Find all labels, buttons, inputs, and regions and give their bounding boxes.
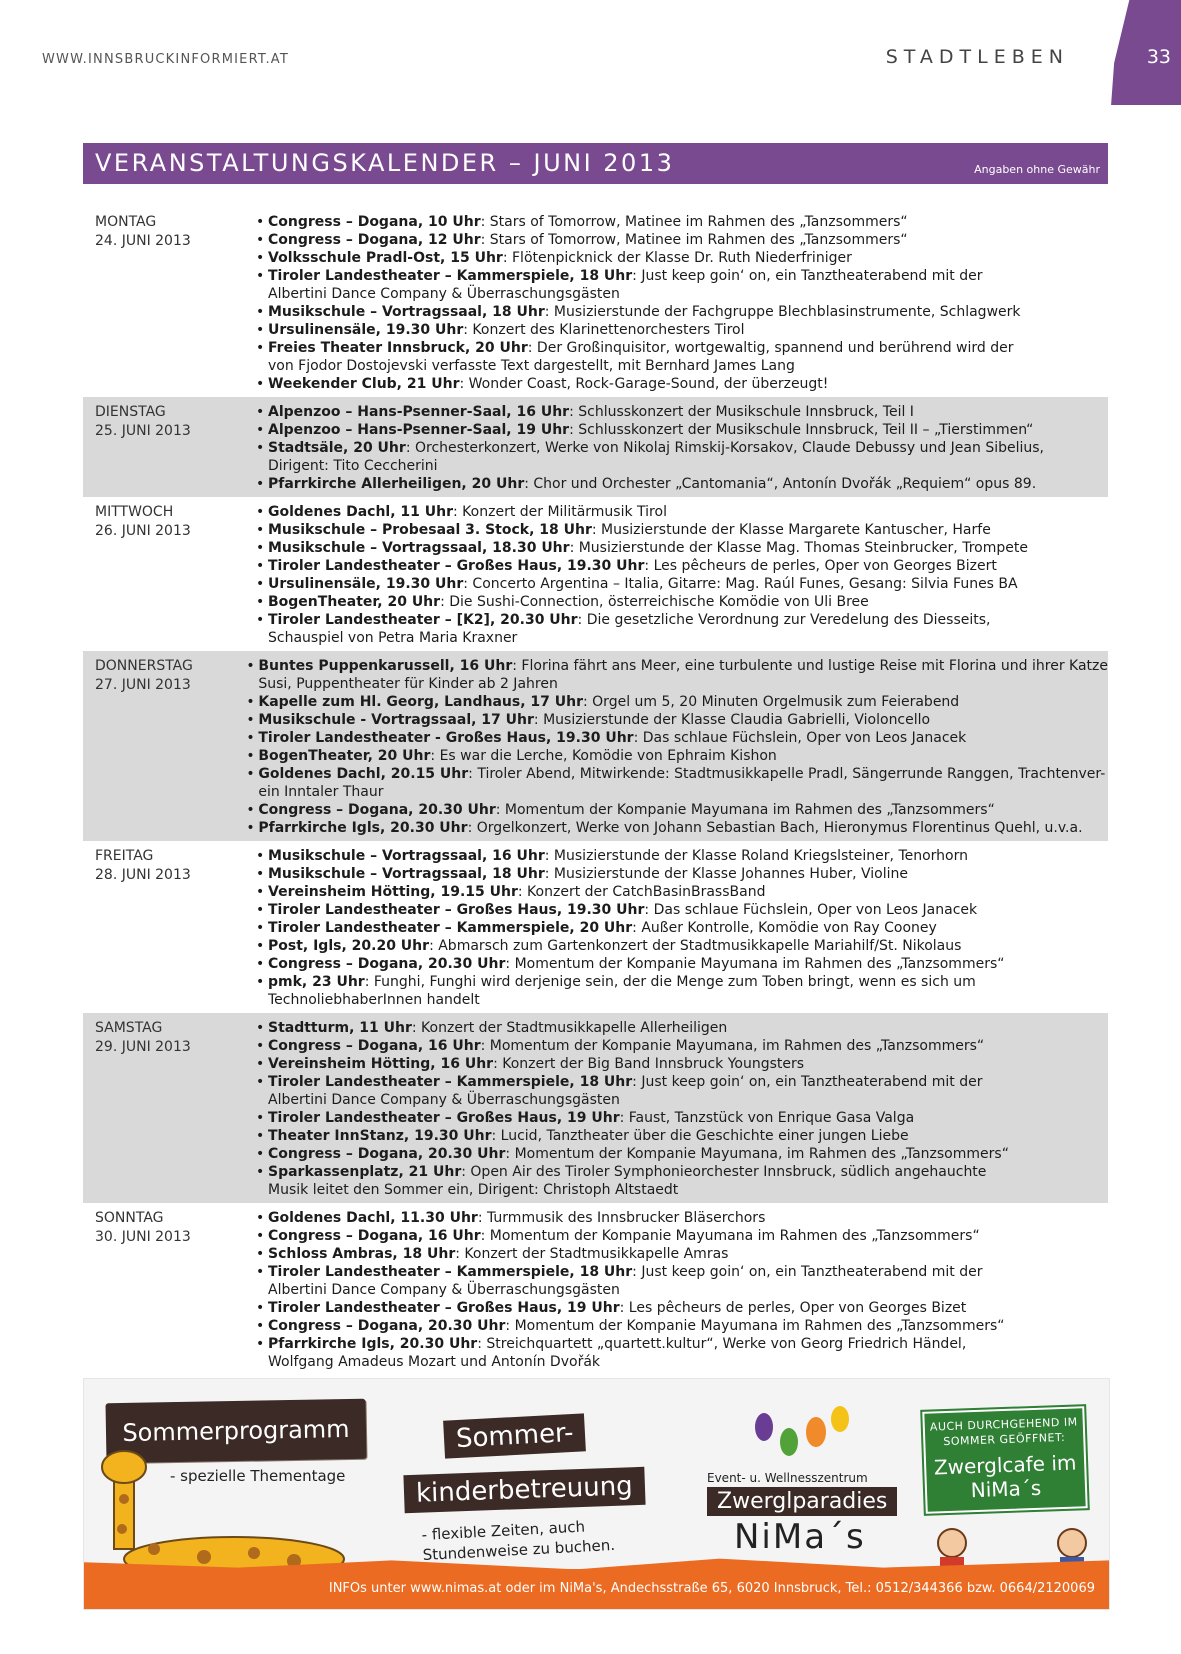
event-description: : Abmarsch zum Gartenkonzert der Stadtmusikkapelle Mariahilf/St. Nikolaus [429,938,962,954]
ad-event-label: Event- u. Wellnesszentrum [707,1471,868,1485]
event-list [245,657,1108,837]
event-item [245,711,1108,729]
event-item [255,303,1108,321]
ad-zwerglparadies: Zwerglparadies [707,1487,897,1516]
event-item [255,231,1108,249]
event-item [255,521,1108,539]
event-description: : Außer Kontrolle, Komödie von Ray Cooney [632,920,937,936]
event-item [245,747,1108,765]
event-description: : Orgelkonzert, Werke von Johann Sebastian Bach, Hieronymus Florentinus Quehl, u.v.a. [467,820,1083,836]
event-description: : Konzert des Klarinettenorchesters Tirol [463,322,745,338]
event-venue: Congress – Dogana, 12 Uhr [268,232,481,248]
section-label: STADTLEBEN [885,46,1069,68]
event-venue: Congress – Dogana, 20.30 Uhr [268,1318,506,1334]
weekday: MITTWOCH [95,504,174,520]
event-item [255,475,1108,493]
event-item [245,765,1108,801]
event-venue: Tiroler Landestheater – Großes Haus, 19.30 Uhr [268,558,645,574]
event-venue: Tiroler Landestheater – Großes Haus, 19.30 Uhr [268,902,645,918]
event-item [255,1209,1108,1227]
event-description: : Musizierstunde der Klasse Mag. Thomas Steinbrucker, Trompete [569,540,1028,556]
ad-kinder-line1: Sommer- [443,1413,586,1458]
page-number: 33 [1146,46,1171,68]
date: 29. JUNI 2013 [95,1039,191,1055]
event-description: : Florina fährt ans Meer, eine turbulente und lustige Reise mit Florina und ihrer Katze [512,658,1108,674]
event-venue: Vereinsheim Hötting, 19.15 Uhr [268,884,518,900]
event-venue: Buntes Puppenkarussell, 16 Uhr [258,658,513,674]
event-description: : Momentum der Kompanie Mayumana im Rahmen des „Tanzsommers“ [495,802,995,818]
event-item [255,937,1108,955]
event-description: : Funghi, Funghi wird derjenige sein, der die Menge zum Toben bringt, wenn es sich um [364,974,976,990]
ad-zwerglcafe-sign [922,1406,1087,1514]
event-description-continued: TechnoliebhaberInnen handelt [268,992,480,1008]
event-calendar [83,207,1108,1375]
event-venue: Post, Igls, 20.20 Uhr [268,938,430,954]
event-item [255,1163,1108,1199]
event-item [255,1227,1108,1245]
event-item [255,1145,1108,1163]
event-item [255,557,1108,575]
day-block [83,207,1108,397]
footprints-logo [744,1397,854,1467]
day-block [83,397,1108,497]
ad-open-label: AUCH DURCHGEHEND IM SOMMER GEÖFFNET: [929,1415,1078,1449]
event-item [255,1019,1108,1037]
event-item [255,1335,1108,1371]
event-item [255,575,1108,593]
event-description: : Es war die Lerche, Komödie von Ephraim Kishon [430,748,777,764]
event-venue: Musikschule - Vortragssaal, 17 Uhr [258,712,534,728]
event-description: : Stars of Tomorrow, Matinee im Rahmen des „Tanzsommers“ [480,214,908,230]
event-venue: Musikschule – Vortragssaal, 16 Uhr [268,848,545,864]
event-description: : Konzert der Big Band Innsbruck Youngsters [493,1056,805,1072]
event-item [255,1037,1108,1055]
event-venue: Sparkassenplatz, 21 Uhr [268,1164,462,1180]
event-description: : Schlusskonzert der Musikschule Innsbruck, Teil I [569,404,914,420]
event-venue: pmk, 23 Uhr [268,974,365,990]
event-venue: Congress – Dogana, 10 Uhr [268,214,481,230]
event-venue: Tiroler Landestheater – Kammerspiele, 20 Uhr [268,920,633,936]
event-venue: Tiroler Landestheater – Großes Haus, 19 Uhr [268,1300,620,1316]
event-venue: Tiroler Landestheater – Kammerspiele, 18 Uhr [268,1264,633,1280]
event-list [255,213,1108,393]
event-item [255,375,1108,393]
event-item [255,901,1108,919]
event-venue: Tiroler Landestheater – [K2], 20.30 Uhr [268,612,578,628]
event-description: : Die gesetzliche Verordnung zur Veredelung des Diesseits, [577,612,991,628]
event-item [255,1317,1108,1335]
event-item [255,1299,1108,1317]
day-label [83,403,255,493]
event-description: : Orchesterkonzert, Werke von Nikolaj Rimskij-Korsakov, Claude Debussy und Jean Sibelius, [405,440,1044,456]
event-item [255,1127,1108,1145]
event-item [255,593,1108,611]
event-description: : Momentum der Kompanie Mayumana im Rahmen des „Tanzsommers“ [480,1228,980,1244]
ad-nima-logo: NiMa´s [734,1517,866,1557]
event-venue: Schloss Ambras, 18 Uhr [268,1246,456,1262]
day-block [83,1203,1108,1375]
weekday: SONNTAG [95,1210,164,1226]
event-description-continued: Wolfgang Amadeus Mozart und Antonín Dvořák [268,1354,601,1370]
event-item [255,503,1108,521]
event-venue: Tiroler Landestheater – Großes Haus, 19 Uhr [268,1110,620,1126]
event-description: : Just keep goin‘ on, ein Tanztheaterabend mit der [632,1264,983,1280]
event-venue: Vereinsheim Hötting, 16 Uhr [268,1056,494,1072]
event-description-continued: Musik leitet den Sommer ein, Dirigent: Christoph Altstaedt [268,1182,679,1198]
event-description: : Just keep goin‘ on, ein Tanztheaterabend mit der [632,268,983,284]
event-venue: Alpenzoo – Hans-Psenner-Saal, 19 Uhr [268,422,570,438]
event-venue: Congress – Dogana, 20.30 Uhr [268,956,506,972]
weekday: DONNERSTAG [95,658,193,674]
event-description: : Open Air des Tiroler Symphonieorchester Innsbruck, südlich angehauchte [461,1164,987,1180]
day-label [83,847,255,1009]
event-venue: Congress – Dogana, 20.30 Uhr [258,802,496,818]
event-item [255,267,1108,303]
event-item [255,213,1108,231]
event-description-continued: Schauspiel von Petra Maria Kraxner [268,630,518,646]
event-description: : Les pêcheurs de perles, Oper von Georges Bizet [619,1300,967,1316]
event-venue: Goldenes Dachl, 11.30 Uhr [268,1210,478,1226]
date: 28. JUNI 2013 [95,867,191,883]
site-url: WWW.INNSBRUCKINFORMIERT.AT [42,52,290,67]
calendar-banner [83,143,1108,184]
event-item [255,421,1108,439]
event-description: : Konzert der Stadtmusikkapelle Allerheiligen [411,1020,728,1036]
event-description: : Wonder Coast, Rock-Garage-Sound, der überzeugt! [459,376,829,392]
day-block [83,497,1108,651]
event-venue: Congress – Dogana, 20.30 Uhr [268,1146,506,1162]
event-item [255,919,1108,937]
event-description: : Concerto Argentina – Italia, Gitarre: Mag. Raúl Funes, Gesang: Silvia Funes BA [463,576,1018,592]
event-description: : Just keep goin‘ on, ein Tanztheaterabend mit der [632,1074,983,1090]
event-venue: Musikschule – Vortragssaal, 18 Uhr [268,304,545,320]
ad-sommerprogramm-sign: Sommerprogramm [105,1399,366,1464]
event-venue: Ursulinensäle, 19.30 Uhr [268,322,464,338]
event-list [255,1209,1108,1371]
event-description: : Momentum der Kompanie Mayumana im Rahmen des „Tanzsommers“ [505,1318,1005,1334]
event-description: : Stars of Tomorrow, Matinee im Rahmen des „Tanzsommers“ [480,232,908,248]
event-item [255,539,1108,557]
event-description: : Momentum der Kompanie Mayumana, im Rahmen des „Tanzsommers“ [505,1146,1009,1162]
event-description: : Konzert der CatchBasinBrassBand [517,884,766,900]
event-item [245,693,1108,711]
ad-cafe-label: Zwerglcafe im NiMa´s [933,1450,1077,1503]
event-item [245,729,1108,747]
event-venue: Tiroler Landestheater – Kammerspiele, 18 Uhr [268,1074,633,1090]
nimas-advertisement [83,1378,1110,1610]
weekday: SAMSTAG [95,1020,163,1036]
day-label [83,503,255,647]
day-block [83,651,1108,841]
event-description: : Konzert der Militärmusik Tirol [453,504,667,520]
event-description-continued: Dirigent: Tito Ceccherini [268,458,438,474]
weekday: MONTAG [95,214,157,230]
event-venue: Ursulinensäle, 19.30 Uhr [268,576,464,592]
event-venue: Musikschule – Vortragssaal, 18 Uhr [268,866,545,882]
event-description: : Das schlaue Füchslein, Oper von Leos Janacek [633,730,967,746]
event-item [255,883,1108,901]
event-venue: Weekender Club, 21 Uhr [268,376,460,392]
event-item [255,1109,1108,1127]
event-item [255,1073,1108,1109]
event-venue: Musikschule – Vortragssaal, 18.30 Uhr [268,540,570,556]
day-block [83,841,1108,1013]
date: 30. JUNI 2013 [95,1229,191,1245]
event-description: : Musizierstunde der Klasse Claudia Gabrielli, Violoncello [533,712,931,728]
event-item [255,1245,1108,1263]
event-description: : Momentum der Kompanie Mayumana, im Rahmen des „Tanzsommers“ [480,1038,985,1054]
event-description-continued: von Fjodor Dostojevski verfasste Text dargestellt, mit Bernhard James Lang [268,358,795,374]
disclaimer-note: Angaben ohne Gewähr [974,163,1100,176]
event-venue: Volksschule Pradl-Ost, 15 Uhr [268,250,503,266]
weekday: DIENSTAG [95,404,166,420]
event-description-continued: Albertini Dance Company & Überraschungsgästen [268,1282,620,1298]
date: 26. JUNI 2013 [95,523,191,539]
event-item [255,955,1108,973]
event-description: : Tiroler Abend, Mitwirkende: Stadtmusikkapelle Pradl, Sängerrunde Ranggen, Trachtenver- [468,766,1106,782]
event-venue: Freies Theater Innsbruck, 20 Uhr [268,340,528,356]
day-label [83,1209,255,1371]
event-item [255,439,1108,475]
event-item [255,611,1108,647]
ad-thementage-text: - spezielle Thementage [170,1467,346,1485]
date: 25. JUNI 2013 [95,423,191,439]
event-venue: Pfarrkirche Igls, 20.30 Uhr [258,820,468,836]
event-description: : Konzert der Stadtmusikkapelle Amras [455,1246,729,1262]
event-venue: Pfarrkirche Allerheiligen, 20 Uhr [268,476,525,492]
event-venue: Alpenzoo – Hans-Psenner-Saal, 16 Uhr [268,404,570,420]
event-item [255,339,1108,375]
day-label [83,213,255,393]
day-label [83,1019,255,1199]
event-venue: Musikschule – Probesaal 3. Stock, 18 Uhr [268,522,592,538]
event-description: : Turmmusik des Innsbrucker Bläserchors [477,1210,766,1226]
event-description: : Orgel um 5, 20 Minuten Orgelmusik zum Feierabend [583,694,960,710]
event-description: : Der Großinquisitor, wortgewaltig, spannend und berührend wird der [527,340,1014,356]
event-venue: BogenTheater, 20 Uhr [258,748,431,764]
event-item [255,403,1108,421]
event-venue: BogenTheater, 20 Uhr [268,594,441,610]
event-venue: Stadtsäle, 20 Uhr [268,440,406,456]
event-description-continued: Albertini Dance Company & Überraschungsgästen [268,286,620,302]
event-venue: Goldenes Dachl, 11 Uhr [268,504,454,520]
event-venue: Tiroler Landestheater - Großes Haus, 19.30 Uhr [258,730,634,746]
event-venue: Congress – Dogana, 16 Uhr [268,1038,481,1054]
event-item [255,1263,1108,1299]
event-item [255,1055,1108,1073]
calendar-title: VERANSTALTUNGSKALENDER – JUNI 2013 [95,149,675,177]
event-item [245,801,1108,819]
event-venue: Theater InnStanz, 19.30 Uhr [268,1128,492,1144]
ad-info-footer: INFOs unter www.nimas.at oder im NiMa's, Andechsstraße 65, 6020 Innsbruck, Tel.: 0512/344366 bzw. 0664/2120069 [84,1569,1109,1609]
event-description: : Musizierstunde der Klasse Johannes Huber, Violine [544,866,908,882]
ad-flexible-text: - flexible Zeiten, auch Stundenweise zu buchen. [421,1517,616,1564]
date: 27. JUNI 2013 [95,677,191,693]
event-venue: Pfarrkirche Igls, 20.30 Uhr [268,1336,478,1352]
event-item [255,249,1108,267]
event-description: : Les pêcheurs de perles, Oper von Georges Bizert [644,558,997,574]
event-item [255,865,1108,883]
event-venue: Goldenes Dachl, 20.15 Uhr [258,766,469,782]
event-description: : Streichquartett „quartett.kultur“, Werke von Georg Friedrich Händel, [477,1336,967,1352]
event-description: : Musizierstunde der Klasse Roland Kriegslsteiner, Tenorhorn [544,848,968,864]
day-block [83,1013,1108,1203]
event-description: : Chor und Orchester „Cantomania“, Antonín Dvořák „Requiem“ opus 89. [524,476,1037,492]
event-list [255,1019,1108,1199]
event-description: : Musizierstunde der Klasse Margarete Kantuscher, Harfe [591,522,991,538]
event-venue: Tiroler Landestheater – Kammerspiele, 18 Uhr [268,268,633,284]
event-description-continued: ein Inntaler Thaur [258,784,384,800]
event-venue: Stadtturm, 11 Uhr [268,1020,412,1036]
event-description: : Flötenpicknick der Klasse Dr. Ruth Niederfriniger [502,250,852,266]
event-description: : Faust, Tanzstück von Enrique Gasa Valga [619,1110,915,1126]
event-description-continued: Albertini Dance Company & Überraschungsgästen [268,1092,620,1108]
event-description: : Schlusskonzert der Musikschule Innsbruck, Teil II – „Tierstimmen“ [569,422,1034,438]
event-list [255,847,1108,1009]
day-label [83,657,245,837]
event-item [245,657,1108,693]
event-item [255,973,1108,1009]
event-item [255,847,1108,865]
event-list [255,503,1108,647]
event-description: : Momentum der Kompanie Mayumana im Rahmen des „Tanzsommers“ [505,956,1005,972]
event-description: : Die Sushi-Connection, österreichische Komödie von Uli Bree [440,594,869,610]
event-venue: Kapelle zum Hl. Georg, Landhaus, 17 Uhr [258,694,583,710]
event-description: : Musizierstunde der Fachgruppe Blechblasinstrumente, Schlagwerk [544,304,1021,320]
date: 24. JUNI 2013 [95,233,191,249]
event-description: : Lucid, Tanztheater über die Geschichte einer jungen Liebe [491,1128,909,1144]
event-description: : Das schlaue Füchslein, Oper von Leos Janacek [644,902,978,918]
event-description-continued: Susi, Puppentheater für Kinder ab 2 Jahren [258,676,558,692]
event-item [245,819,1108,837]
weekday: FREITAG [95,848,154,864]
event-list [255,403,1108,493]
event-item [255,321,1108,339]
ad-kinder-line2: kinderbetreuung [403,1467,645,1513]
event-venue: Congress – Dogana, 16 Uhr [268,1228,481,1244]
